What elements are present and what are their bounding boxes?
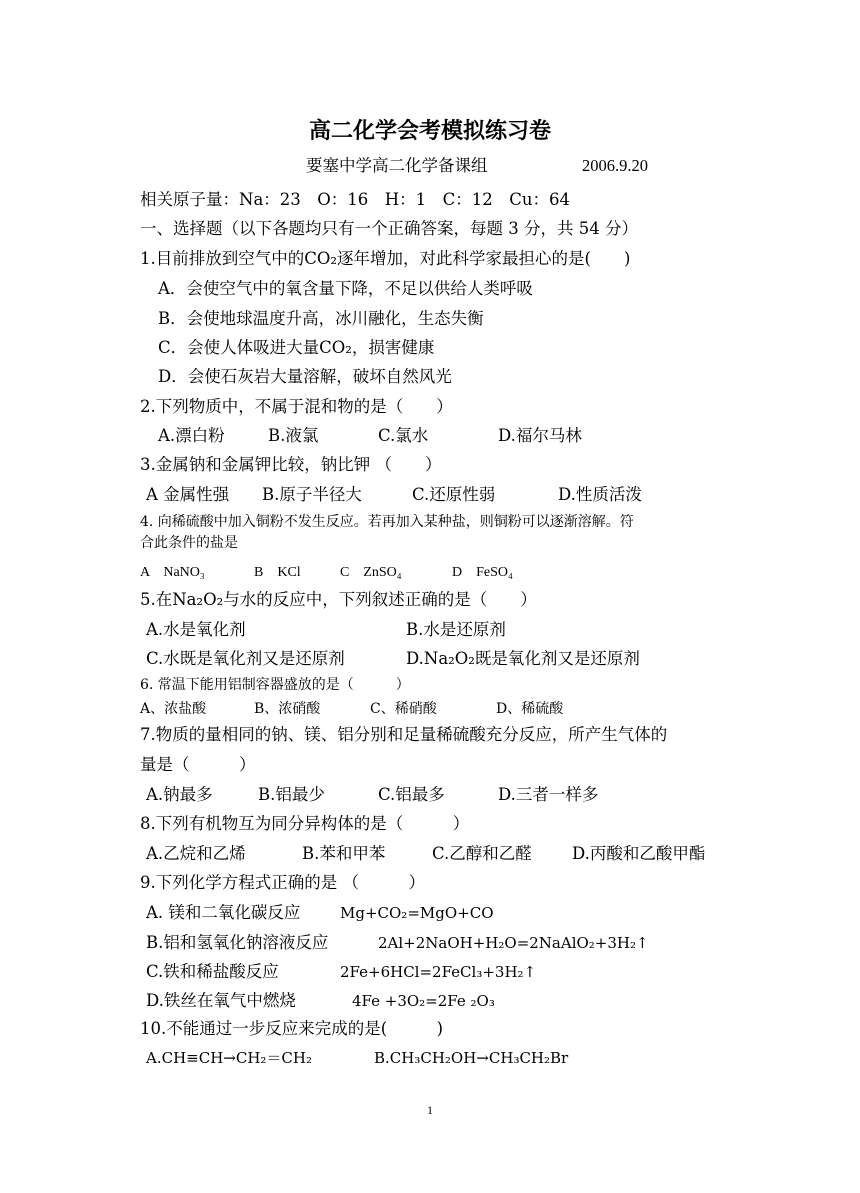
question-2-option-a: A.漂白粉 [158,426,225,445]
question-3-option-a: A 金属性强 [146,485,230,504]
question-2-option-d: D.福尔马林 [498,426,582,445]
question-7-options [0,785,860,805]
question-6-options [0,699,860,719]
question-7-stem-line2: 量是（ ） [140,755,256,774]
atomic-masses: 相关原子量：Na：23 O：16 H：1 C：12 Cu：64 [140,190,571,209]
question-2-stem: 2.下列物质中，不属于混和物的是（ ） [140,397,453,416]
question-7-stem-line1: 7.物质的量相同的钠、镁、铝分别和足量稀硫酸充分反应，所产生气体的 [140,725,668,744]
question-5-options-row1 [0,620,860,640]
question-8-option-c: C.乙醇和乙醛 [432,844,532,863]
question-9-option-a-equation: Mg+CO₂=MgO+CO [340,904,494,922]
question-7-option-d: D.三者一样多 [498,785,599,804]
question-9-option-a-label: A. 镁和二氧化碳反应 [146,903,301,922]
question-1-stem: 1.目前排放到空气中的CO₂逐年增加，对此科学家最担心的是( ) [140,249,631,268]
page-number: 1 [427,1103,433,1117]
question-5-option-c: C.水既是氧化剂又是还原剂 [146,649,345,668]
question-5-stem: 5.在Na₂O₂与水的反应中，下列叙述正确的是（ ） [140,590,537,609]
question-9-option-b [0,933,860,953]
question-7-option-a: A.钠最多 [146,785,213,804]
question-9-option-d [0,991,860,1011]
question-9-option-a [0,903,860,923]
question-8-stem: 8.下列有机物互为同分异构体的是（ ） [140,814,470,833]
question-9-option-d-label: D.铁丝在氧气中燃烧 [146,991,296,1010]
question-1-option-d: D．会使石灰岩大量溶解，破坏自然风光 [158,367,452,386]
question-3-option-c: C.还原性弱 [412,485,496,504]
question-5-option-a: A.水是氧化剂 [146,620,246,639]
question-3-stem: 3.金属钠和金属钾比较，钠比钾 （ ） [140,455,442,474]
question-6-option-a: A、浓盐酸 [140,701,207,717]
question-7-option-b: B.铝最少 [258,785,325,804]
question-10-option-b: B.CH₃CH₂OH→CH₃CH₂Br [374,1049,569,1067]
question-4-option-b: B KCl [254,565,301,580]
question-10-option-a: A.CH≡CH→CH₂＝CH₂ [146,1049,312,1067]
question-3-options [0,485,860,505]
question-6-option-c: C、稀硝酸 [370,701,437,717]
question-9-option-b-label: B.铝和氢氧化钠溶液反应 [146,933,329,952]
date: 2006.9.20 [582,156,648,175]
question-3-option-b: B.原子半径大 [262,485,362,504]
question-4-stem-line1: 4. 向稀硫酸中加入铜粉不发生反应。若再加入某种盐，则铜粉可以逐渐溶解。符 [140,514,634,530]
question-9-stem: 9.下列化学方程式正确的是 （ ） [140,873,425,892]
question-9-option-c-equation: 2Fe+6HCl=2FeCl₃+3H₂↑ [340,963,537,981]
question-8-options [0,844,860,864]
question-9-option-c-label: C.铁和稀盐酸反应 [146,962,279,981]
question-4-option-c: C ZnSO₄ [340,565,402,580]
question-6-option-d: D、稀硫酸 [496,701,564,717]
page-title: 高二化学会考模拟练习卷 [308,118,551,144]
question-5-options-row2 [0,649,860,669]
question-1-option-b: B．会使地球温度升高，冰川融化，生态失衡 [158,309,484,328]
question-8-option-b: B.苯和甲苯 [302,844,386,863]
question-4-stem-line2: 合此条件的盐是 [140,535,238,551]
author-line: 要塞中学高二化学备课组 [306,156,488,175]
question-2-options [0,426,860,446]
question-1-option-a: A．会使空气中的氧含量下降，不足以供给人类呼吸 [158,279,533,298]
question-10-options [0,1048,860,1068]
question-4-option-a: A NaNO₃ [140,565,205,580]
question-9-option-c [0,962,860,982]
question-8-option-d: D.丙酸和乙酸甲酯 [572,844,706,863]
question-1-option-c: C．会使人体吸进大量CO₂，损害健康 [158,338,435,357]
question-8-option-a: A.乙烷和乙烯 [146,844,246,863]
question-3-option-d: D.性质活泼 [558,485,642,504]
question-7-option-c: C.铝最多 [378,785,445,804]
question-4-options [0,563,860,583]
question-2-option-c: C.氯水 [378,426,429,445]
question-10-stem: 10.不能通过一步反应来完成的是( ) [140,1019,444,1038]
question-4-option-d: D FeSO₄ [452,565,513,580]
question-9-option-d-equation: 4Fe +3O₂=2Fe ₂O₃ [352,992,495,1010]
question-6-option-b: B、浓硝酸 [254,701,321,717]
question-6-stem: 6. 常温下能用铝制容器盛放的是（ ） [140,677,410,693]
question-2-option-b: B.液氯 [268,426,319,445]
question-9-option-b-equation: 2Al+2NaOH+H₂O=2NaAlO₂+3H₂↑ [378,934,649,952]
question-5-option-b: B.水是还原剂 [406,620,506,639]
section-heading: 一、选择题（以下各题均只有一个正确答案，每题 3 分，共 54 分） [140,219,638,238]
question-5-option-d: D.Na₂O₂既是氧化剂又是还原剂 [406,649,640,668]
